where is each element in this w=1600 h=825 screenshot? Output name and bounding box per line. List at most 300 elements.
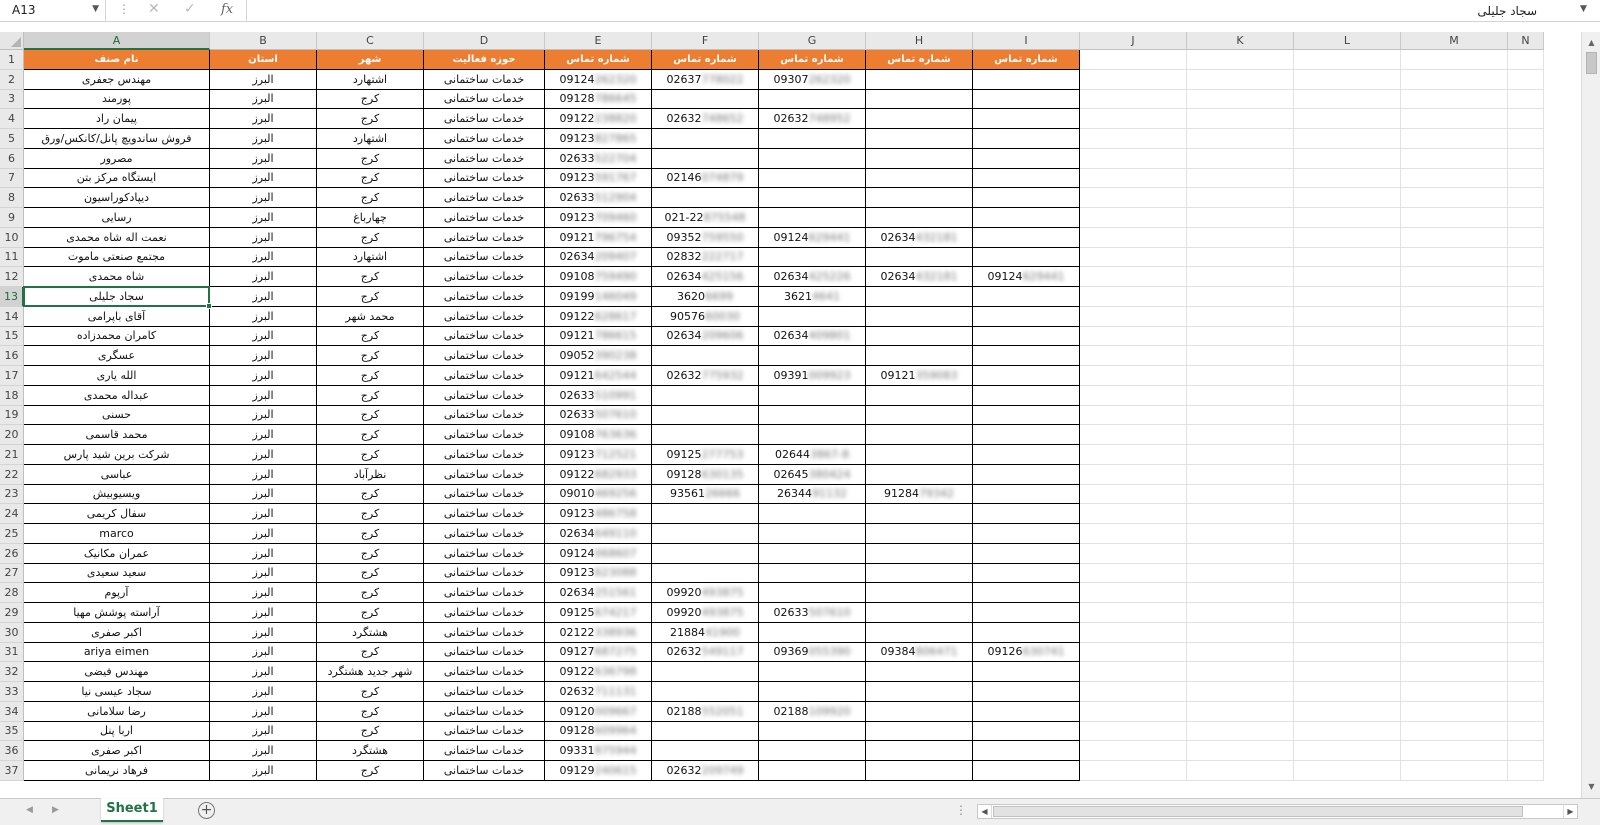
empty-cell[interactable] [1187, 228, 1294, 248]
cell-phone[interactable] [545, 603, 652, 623]
cell-activity[interactable]: خدمات ساختمانی [424, 603, 545, 623]
cell-phone[interactable] [973, 425, 1080, 445]
cell-phone[interactable] [545, 504, 652, 524]
cell-phone[interactable] [652, 287, 759, 307]
cell-province[interactable]: البرز [210, 90, 317, 109]
cell-activity[interactable]: خدمات ساختمانی [424, 149, 545, 169]
empty-cell[interactable] [1080, 109, 1187, 129]
cell-city[interactable]: اشتهارد [317, 70, 424, 90]
cell-activity[interactable]: خدمات ساختمانی [424, 248, 545, 267]
cell-city[interactable]: چهارباغ [317, 208, 424, 228]
empty-cell[interactable] [1401, 445, 1508, 465]
cell-phone[interactable] [759, 90, 866, 109]
cell-phone[interactable] [759, 445, 866, 465]
cell-phone[interactable] [652, 208, 759, 228]
cell-activity[interactable]: خدمات ساختمانی [424, 741, 545, 761]
cell-name[interactable]: آراسته پوشش مهیا [24, 603, 210, 623]
cell-phone[interactable] [866, 366, 973, 386]
column-header-h[interactable]: H [866, 32, 973, 50]
cell-phone[interactable] [545, 643, 652, 662]
cell-city[interactable]: کرج [317, 90, 424, 109]
cell-province[interactable]: البرز [210, 169, 317, 188]
empty-cell[interactable] [1187, 485, 1294, 504]
cell-city[interactable]: نظرآباد [317, 465, 424, 485]
cell-phone[interactable] [545, 761, 652, 781]
empty-cell[interactable] [1080, 682, 1187, 702]
cell-province[interactable]: البرز [210, 485, 317, 504]
cell-phone[interactable] [973, 485, 1080, 504]
cell-name[interactable]: رضا سلامانی [24, 702, 210, 722]
cell-phone[interactable] [866, 228, 973, 248]
empty-cell[interactable] [1401, 327, 1508, 346]
empty-cell[interactable] [1080, 623, 1187, 643]
cell-phone[interactable] [545, 445, 652, 465]
empty-cell[interactable] [1187, 406, 1294, 425]
empty-cell[interactable] [1401, 228, 1508, 248]
empty-cell[interactable] [1187, 267, 1294, 287]
cell-province[interactable]: البرز [210, 327, 317, 346]
cell-phone[interactable] [759, 662, 866, 682]
cell-phone[interactable] [545, 564, 652, 583]
empty-cell[interactable] [1080, 386, 1187, 406]
cell-city[interactable]: کرج [317, 445, 424, 465]
cell-activity[interactable]: خدمات ساختمانی [424, 188, 545, 208]
cell-phone[interactable] [652, 188, 759, 208]
empty-cell[interactable] [1187, 109, 1294, 129]
cell-name[interactable]: عبداله محمدی [24, 386, 210, 406]
empty-cell[interactable] [1401, 346, 1508, 366]
cell-phone[interactable] [652, 149, 759, 169]
empty-cell[interactable] [1187, 722, 1294, 741]
horizontal-scrollbar[interactable] [977, 804, 1578, 819]
cell-activity[interactable]: خدمات ساختمانی [424, 583, 545, 603]
empty-cell[interactable] [1187, 682, 1294, 702]
cell-phone[interactable] [866, 445, 973, 465]
expand-formula-bar-icon[interactable]: ▼ [1580, 4, 1587, 14]
cell-phone[interactable] [545, 386, 652, 406]
cell-province[interactable]: البرز [210, 761, 317, 781]
empty-cell[interactable] [1401, 70, 1508, 90]
empty-cell[interactable] [1080, 90, 1187, 109]
cell-phone[interactable] [759, 169, 866, 188]
scroll-down-icon[interactable]: ▼ [1588, 782, 1595, 791]
empty-cell[interactable] [1508, 386, 1544, 406]
cell-city[interactable]: کرج [317, 524, 424, 544]
row-header-1[interactable]: 1 [0, 50, 24, 70]
cell-phone[interactable] [652, 603, 759, 623]
empty-cell[interactable] [1080, 406, 1187, 425]
scroll-left-icon[interactable]: ◀ [978, 805, 992, 818]
cell-phone[interactable] [759, 366, 866, 386]
cell-phone[interactable] [973, 307, 1080, 327]
empty-cell[interactable] [1508, 643, 1544, 662]
empty-cell[interactable] [1080, 583, 1187, 603]
cell-phone[interactable] [759, 327, 866, 346]
empty-cell[interactable] [1080, 485, 1187, 504]
cell-province[interactable]: البرز [210, 307, 317, 327]
cell-province[interactable]: البرز [210, 366, 317, 386]
cell-phone[interactable] [759, 346, 866, 366]
formula-input[interactable] [252, 0, 1537, 22]
cell-phone[interactable] [866, 643, 973, 662]
cell-name[interactable]: عمران مکانیک [24, 544, 210, 564]
empty-cell[interactable] [1401, 722, 1508, 741]
row-header-24[interactable]: 24 [0, 504, 24, 524]
cell-phone[interactable] [866, 287, 973, 307]
cell-phone[interactable] [545, 188, 652, 208]
cell-phone[interactable] [866, 603, 973, 623]
empty-cell[interactable] [1187, 564, 1294, 583]
cell-phone[interactable] [652, 722, 759, 741]
horizontal-scroll-thumb[interactable] [993, 806, 1523, 817]
empty-cell[interactable] [1080, 741, 1187, 761]
empty-cell[interactable] [1187, 248, 1294, 267]
cell-phone[interactable] [759, 544, 866, 564]
empty-cell[interactable] [1508, 583, 1544, 603]
row-header-21[interactable]: 21 [0, 445, 24, 465]
empty-cell[interactable] [1294, 465, 1401, 485]
cell-activity[interactable]: خدمات ساختمانی [424, 662, 545, 682]
cell-phone[interactable] [759, 267, 866, 287]
empty-cell[interactable] [1401, 169, 1508, 188]
cell-name[interactable]: مهندس فیضی [24, 662, 210, 682]
cell-phone[interactable] [759, 425, 866, 445]
cell-phone[interactable] [866, 109, 973, 129]
empty-cell[interactable] [1401, 50, 1508, 70]
empty-cell[interactable] [1187, 327, 1294, 346]
cell-phone[interactable] [973, 267, 1080, 287]
empty-cell[interactable] [1080, 267, 1187, 287]
cell-name[interactable]: مجتمع صنعتی ماموت [24, 248, 210, 267]
cell-phone[interactable] [652, 761, 759, 781]
row-header-18[interactable]: 18 [0, 386, 24, 406]
row-header-16[interactable]: 16 [0, 346, 24, 366]
cell-phone[interactable] [973, 90, 1080, 109]
cell-activity[interactable]: خدمات ساختمانی [424, 307, 545, 327]
cell-phone[interactable] [973, 406, 1080, 425]
cell-city[interactable]: اشتهارد [317, 129, 424, 149]
cell-phone[interactable] [973, 524, 1080, 544]
cell-phone[interactable] [973, 366, 1080, 386]
cell-phone[interactable] [759, 188, 866, 208]
cell-phone[interactable] [545, 208, 652, 228]
row-header-14[interactable]: 14 [0, 307, 24, 327]
cell-name[interactable]: اکبر صفری [24, 741, 210, 761]
cell-city[interactable]: هشتگرد [317, 623, 424, 643]
cell-city[interactable]: کرج [317, 544, 424, 564]
cell-phone[interactable] [973, 643, 1080, 662]
cell-phone[interactable] [652, 386, 759, 406]
empty-cell[interactable] [1080, 643, 1187, 662]
cell-phone[interactable] [866, 149, 973, 169]
cell-name[interactable]: فرهاد نریمانی [24, 761, 210, 781]
cell-city[interactable]: اشتهارد [317, 248, 424, 267]
empty-cell[interactable] [1080, 722, 1187, 741]
empty-cell[interactable] [1187, 702, 1294, 722]
empty-cell[interactable] [1294, 346, 1401, 366]
cell-city[interactable]: کرج [317, 425, 424, 445]
cell-phone[interactable] [759, 682, 866, 702]
header-cell-a[interactable]: نام صنف [24, 50, 210, 70]
empty-cell[interactable] [1508, 188, 1544, 208]
empty-cell[interactable] [1187, 465, 1294, 485]
cell-name[interactable]: عسگری [24, 346, 210, 366]
cell-name[interactable]: پورمند [24, 90, 210, 109]
cell-name[interactable]: marco [24, 524, 210, 544]
cell-city[interactable]: کرج [317, 109, 424, 129]
cell-city[interactable]: کرج [317, 169, 424, 188]
row-header-5[interactable]: 5 [0, 129, 24, 149]
empty-cell[interactable] [1080, 425, 1187, 445]
empty-cell[interactable] [1401, 149, 1508, 169]
cell-province[interactable]: البرز [210, 583, 317, 603]
row-header-23[interactable]: 23 [0, 485, 24, 504]
cell-phone[interactable] [545, 722, 652, 741]
cell-activity[interactable]: خدمات ساختمانی [424, 761, 545, 781]
cell-phone[interactable] [652, 327, 759, 346]
empty-cell[interactable] [1294, 623, 1401, 643]
cell-city[interactable]: کرج [317, 761, 424, 781]
empty-cell[interactable] [1187, 129, 1294, 149]
cell-phone[interactable] [973, 188, 1080, 208]
cell-province[interactable]: البرز [210, 662, 317, 682]
cell-phone[interactable] [973, 169, 1080, 188]
cell-phone[interactable] [866, 129, 973, 149]
empty-cell[interactable] [1294, 129, 1401, 149]
empty-cell[interactable] [1187, 366, 1294, 386]
name-box[interactable] [0, 0, 106, 22]
row-header-3[interactable]: 3 [0, 90, 24, 109]
cell-province[interactable]: البرز [210, 149, 317, 169]
sheet-nav-left-icon[interactable]: ◀ [26, 805, 33, 815]
cell-name[interactable]: اکبر صفری [24, 623, 210, 643]
cell-province[interactable]: البرز [210, 109, 317, 129]
empty-cell[interactable] [1508, 406, 1544, 425]
column-header-d[interactable]: D [424, 32, 545, 50]
cell-phone[interactable] [652, 682, 759, 702]
cell-phone[interactable] [973, 287, 1080, 307]
row-header-32[interactable]: 32 [0, 662, 24, 682]
header-cell-d[interactable]: حوزه فعالیت [424, 50, 545, 70]
cell-phone[interactable] [759, 386, 866, 406]
cell-phone[interactable] [652, 544, 759, 564]
empty-cell[interactable] [1401, 188, 1508, 208]
cell-province[interactable]: البرز [210, 425, 317, 445]
cell-province[interactable]: البرز [210, 682, 317, 702]
cell-activity[interactable]: خدمات ساختمانی [424, 485, 545, 504]
cell-phone[interactable] [866, 485, 973, 504]
empty-cell[interactable] [1294, 169, 1401, 188]
empty-cell[interactable] [1294, 90, 1401, 109]
cell-name[interactable]: شرکت برین شید پارس [24, 445, 210, 465]
cell-province[interactable]: البرز [210, 287, 317, 307]
empty-cell[interactable] [1294, 504, 1401, 524]
cell-city[interactable]: کرج [317, 583, 424, 603]
cell-phone[interactable] [866, 682, 973, 702]
empty-cell[interactable] [1294, 406, 1401, 425]
cell-name[interactable]: آرپوم [24, 583, 210, 603]
cell-activity[interactable]: خدمات ساختمانی [424, 425, 545, 445]
empty-cell[interactable] [1294, 643, 1401, 662]
cell-phone[interactable] [652, 346, 759, 366]
cell-phone[interactable] [866, 564, 973, 583]
scroll-right-icon[interactable]: ▶ [1563, 805, 1577, 818]
empty-cell[interactable] [1080, 346, 1187, 366]
cell-activity[interactable]: خدمات ساختمانی [424, 386, 545, 406]
cell-phone[interactable] [652, 485, 759, 504]
vertical-scroll-thumb[interactable] [1586, 52, 1597, 74]
empty-cell[interactable] [1401, 307, 1508, 327]
empty-cell[interactable] [1187, 346, 1294, 366]
cell-activity[interactable]: خدمات ساختمانی [424, 90, 545, 109]
header-cell-h[interactable]: شماره تماس [866, 50, 973, 70]
empty-cell[interactable] [1294, 722, 1401, 741]
cell-city[interactable]: کرج [317, 287, 424, 307]
row-header-25[interactable]: 25 [0, 524, 24, 544]
row-header-26[interactable]: 26 [0, 544, 24, 564]
empty-cell[interactable] [1080, 169, 1187, 188]
cell-phone[interactable] [973, 208, 1080, 228]
cell-activity[interactable]: خدمات ساختمانی [424, 544, 545, 564]
empty-cell[interactable] [1508, 603, 1544, 623]
empty-cell[interactable] [1401, 287, 1508, 307]
empty-cell[interactable] [1401, 524, 1508, 544]
add-sheet-icon[interactable]: + [198, 802, 215, 819]
empty-cell[interactable] [1187, 544, 1294, 564]
empty-cell[interactable] [1294, 662, 1401, 682]
empty-cell[interactable] [1080, 188, 1187, 208]
row-header-7[interactable]: 7 [0, 169, 24, 188]
cell-phone[interactable] [545, 346, 652, 366]
cell-phone[interactable] [545, 406, 652, 425]
empty-cell[interactable] [1294, 603, 1401, 623]
empty-cell[interactable] [1187, 386, 1294, 406]
cell-activity[interactable]: خدمات ساختمانی [424, 366, 545, 386]
cell-phone[interactable] [545, 307, 652, 327]
row-header-27[interactable]: 27 [0, 564, 24, 583]
cell-city[interactable]: کرج [317, 346, 424, 366]
cell-activity[interactable]: خدمات ساختمانی [424, 465, 545, 485]
empty-cell[interactable] [1080, 228, 1187, 248]
empty-cell[interactable] [1187, 445, 1294, 465]
row-header-2[interactable]: 2 [0, 70, 24, 90]
cell-activity[interactable]: خدمات ساختمانی [424, 445, 545, 465]
cell-phone[interactable] [545, 485, 652, 504]
cell-phone[interactable] [759, 208, 866, 228]
empty-cell[interactable] [1187, 741, 1294, 761]
cell-phone[interactable] [973, 722, 1080, 741]
empty-cell[interactable] [1080, 603, 1187, 623]
column-header-k[interactable]: K [1187, 32, 1294, 50]
empty-cell[interactable] [1294, 248, 1401, 267]
cancel-icon[interactable]: ✕ [148, 1, 160, 17]
cell-name[interactable]: ایستگاه مرکز بتن [24, 169, 210, 188]
empty-cell[interactable] [1294, 267, 1401, 287]
row-header-20[interactable]: 20 [0, 425, 24, 445]
empty-cell[interactable] [1401, 366, 1508, 386]
cell-phone[interactable] [759, 643, 866, 662]
select-all-button[interactable] [0, 32, 24, 50]
cell-activity[interactable]: خدمات ساختمانی [424, 564, 545, 583]
cell-phone[interactable] [652, 583, 759, 603]
cell-city[interactable]: کرج [317, 327, 424, 346]
cell-activity[interactable]: خدمات ساختمانی [424, 682, 545, 702]
empty-cell[interactable] [1187, 425, 1294, 445]
cell-activity[interactable]: خدمات ساختمانی [424, 643, 545, 662]
cell-phone[interactable] [759, 228, 866, 248]
cell-activity[interactable]: خدمات ساختمانی [424, 228, 545, 248]
cell-name[interactable]: سجاد عیسی نیا [24, 682, 210, 702]
row-header-4[interactable]: 4 [0, 109, 24, 129]
cell-phone[interactable] [973, 682, 1080, 702]
empty-cell[interactable] [1294, 149, 1401, 169]
cell-phone[interactable] [545, 267, 652, 287]
empty-cell[interactable] [1294, 208, 1401, 228]
cell-phone[interactable] [652, 228, 759, 248]
cell-province[interactable]: البرز [210, 643, 317, 662]
cell-phone[interactable] [759, 623, 866, 643]
cell-phone[interactable] [545, 623, 652, 643]
cell-province[interactable]: البرز [210, 129, 317, 149]
header-cell-c[interactable]: شهر [317, 50, 424, 70]
empty-cell[interactable] [1401, 682, 1508, 702]
cell-phone[interactable] [652, 425, 759, 445]
cell-city[interactable]: کرج [317, 228, 424, 248]
empty-cell[interactable] [1508, 149, 1544, 169]
cell-phone[interactable] [759, 504, 866, 524]
cell-province[interactable]: البرز [210, 465, 317, 485]
cell-city[interactable]: کرج [317, 643, 424, 662]
empty-cell[interactable] [1401, 603, 1508, 623]
empty-cell[interactable] [1401, 544, 1508, 564]
cell-phone[interactable] [866, 425, 973, 445]
cell-phone[interactable] [545, 228, 652, 248]
cell-province[interactable]: البرز [210, 524, 317, 544]
cell-phone[interactable] [973, 583, 1080, 603]
empty-cell[interactable] [1080, 50, 1187, 70]
cell-name[interactable]: عباسی [24, 465, 210, 485]
empty-cell[interactable] [1508, 504, 1544, 524]
row-header-28[interactable]: 28 [0, 583, 24, 603]
column-header-n[interactable]: N [1508, 32, 1544, 50]
cell-phone[interactable] [545, 169, 652, 188]
cell-province[interactable]: البرز [210, 386, 317, 406]
empty-cell[interactable] [1401, 741, 1508, 761]
cell-activity[interactable]: خدمات ساختمانی [424, 169, 545, 188]
cell-phone[interactable] [759, 524, 866, 544]
cell-city[interactable]: کرج [317, 366, 424, 386]
cell-phone[interactable] [652, 564, 759, 583]
cell-province[interactable]: البرز [210, 564, 317, 583]
cell-activity[interactable]: خدمات ساختمانی [424, 346, 545, 366]
cell-name[interactable]: آقای باپرامی [24, 307, 210, 327]
cell-phone[interactable] [759, 603, 866, 623]
header-cell-b[interactable]: استان [210, 50, 317, 70]
cell-city[interactable]: کرج [317, 702, 424, 722]
row-header-12[interactable]: 12 [0, 267, 24, 287]
cell-activity[interactable]: خدمات ساختمانی [424, 406, 545, 425]
cell-phone[interactable] [973, 662, 1080, 682]
empty-cell[interactable] [1508, 307, 1544, 327]
empty-cell[interactable] [1294, 524, 1401, 544]
cell-phone[interactable] [545, 544, 652, 564]
cell-province[interactable]: البرز [210, 228, 317, 248]
cell-phone[interactable] [866, 327, 973, 346]
cell-phone[interactable] [545, 583, 652, 603]
empty-cell[interactable] [1401, 583, 1508, 603]
empty-cell[interactable] [1294, 109, 1401, 129]
empty-cell[interactable] [1508, 702, 1544, 722]
